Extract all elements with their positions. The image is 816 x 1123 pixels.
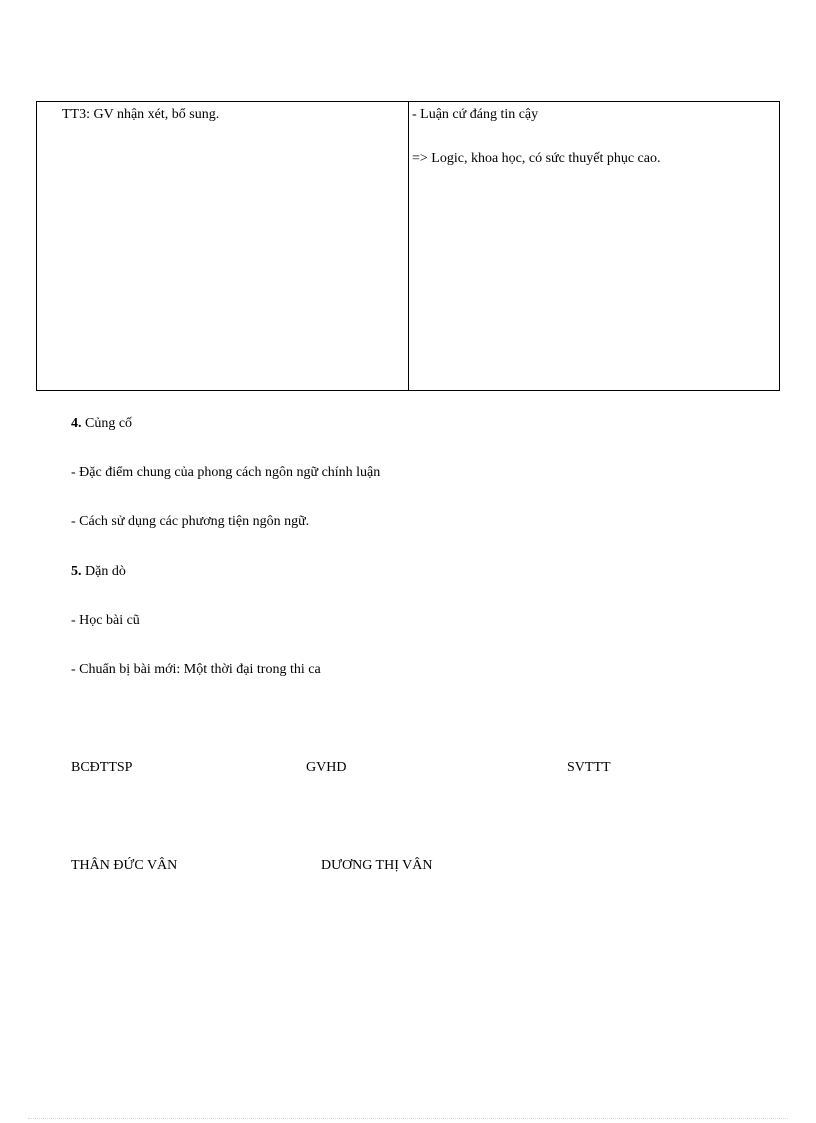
list-item: - Đặc điểm chung của phong cách ngôn ngữ chính luận	[71, 465, 381, 480]
section-number: 4.	[71, 416, 82, 431]
lesson-table	[36, 101, 780, 391]
page-bottom-divider	[28, 1118, 788, 1119]
table-column-divider	[408, 102, 409, 390]
list-item: - Học bài cũ	[71, 613, 140, 628]
list-item: - Cách sử dụng các phương tiện ngôn ngữ.	[71, 514, 310, 529]
section-heading-dan-do	[71, 564, 126, 580]
section-title: Củng cố	[81, 416, 133, 431]
signature-role-bcdttsp: BCĐTTSP	[71, 760, 133, 775]
section-title: Dặn dò	[81, 564, 126, 579]
signature-role-gvhd: GVHD	[306, 760, 347, 775]
table-right-cell-line-1: - Luận cứ đáng tin cậy	[412, 107, 539, 122]
section-number: 5.	[71, 564, 82, 579]
list-item: - Chuẩn bị bài mới: Một thời đại trong thi ca	[71, 662, 321, 677]
signature-name-2: DƯƠNG THỊ VÂN	[321, 858, 433, 873]
section-heading-cung-co	[71, 416, 132, 432]
signature-name-1: THÂN ĐỨC VÂN	[71, 858, 178, 873]
table-left-cell: TT3: GV nhận xét, bổ sung.	[62, 107, 220, 122]
signature-role-svttt: SVTTT	[567, 760, 611, 775]
table-right-cell-line-2: => Logic, khoa học, có sức thuyết phục cao.	[412, 151, 661, 166]
